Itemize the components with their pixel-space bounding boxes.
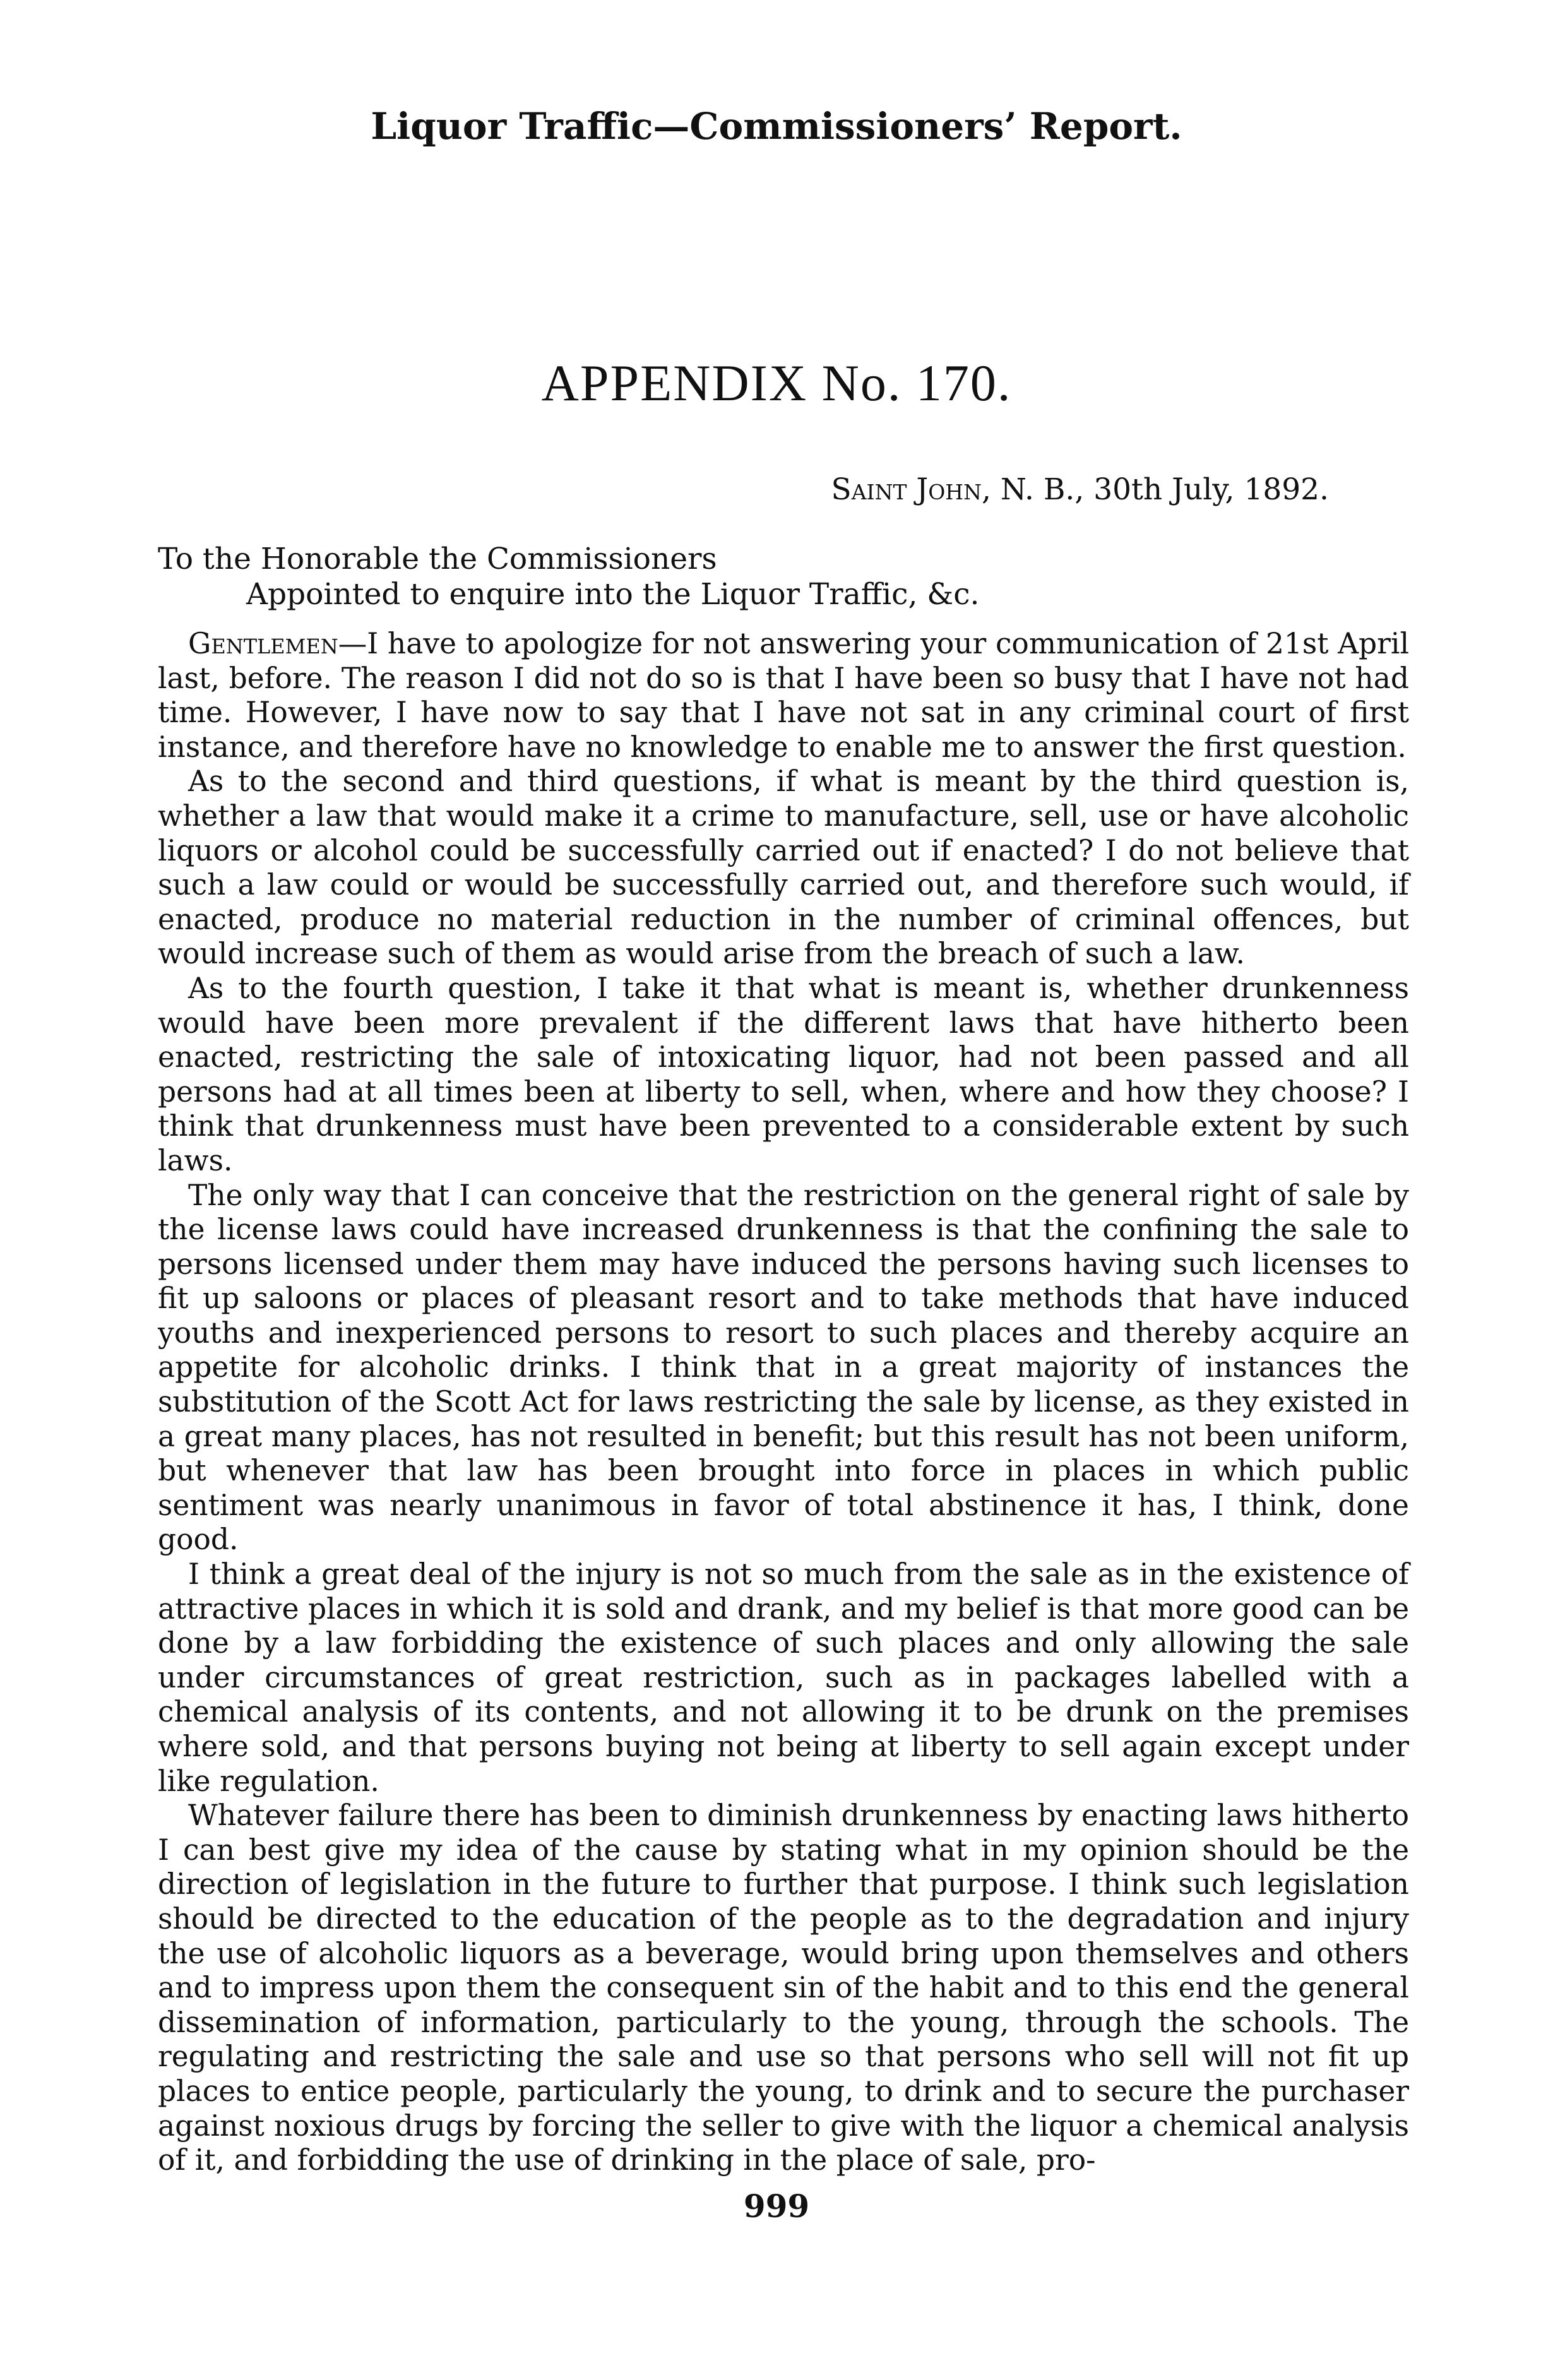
appendix-title: APPENDIX No. 170. xyxy=(541,354,1012,412)
paragraph-5: I think a great deal of the injury is not so much from the sale as in the existence of attractive places in which it is sold and drank, and my belief is that more good can be done by a law forbidding the existence of such places and only allowing the sale under circumstances of great restriction, such as in packages labelled with a chemical analysis of its contents, and not allowing it to be drunk on the premises where sold, and that persons buying not being at liberty to sell again except under like regulation. xyxy=(158,1557,1409,1798)
letter-body xyxy=(158,627,1409,2178)
running-title: Liquor Traffic—Commissioners’ Report. xyxy=(371,105,1182,148)
addressee xyxy=(158,542,979,612)
salutation: Gentlemen xyxy=(188,627,338,660)
paragraph-2: As to the second and third questions, if what is meant by the third question is, whether a law that would make it a crime to manufacture, sell, use or have alcoholic liquors or alcohol could be successfully carried out if enacted? I do not believe that such a law could or would be successfully carried out, and therefore such would, if enacted, produce no material reduction in the number of criminal offences, but would increase such of them as would arise from the breach of such a law. xyxy=(158,765,1409,971)
paragraph-4: The only way that I can conceive that the restriction on the general right of sale by the license laws could have increased drunkenness is that the confining the sale to persons licensed under them may have induced the persons having such licenses to fit up saloons or places of pleasant resort and to take methods that have induced youths and inexperienced persons to resort to such places and thereby acquire an appetite for alcoholic drinks. I think that in a great majority of instances the substitution of the Scott Act for laws restricting the sale by license, as they existed in a great many places, has not resulted in benefit; but this result has not been uniform, but whenever that law has been brought into force in places in which public sentiment was nearly unanimous in favor of total abstinence it has, I think, done good. xyxy=(158,1178,1409,1557)
page-number: 999 xyxy=(743,2187,810,2225)
paragraph-6: Whatever failure there has been to diminish drunkenness by enacting laws hitherto I can best give my idea of the cause by stating what in my opinion should be the direction of legislation in the future to further that purpose. I think such legislation should be directed to the education of the people as to the degradation and injury the use of alcoholic liquors as a beverage, would bring upon themselves and others and to impress upon them the consequent sin of the habit and to this end the general dissemination of information, particularly to the young, through the schools. The regulating and restricting the sale and use so that persons who sell will not fit up places to entice people, particularly the young, to drink and to secure the purchaser against noxious drugs by forcing the seller to give with the liquor a chemical analysis of it, and forbidding the use of drinking in the place of sale, pro- xyxy=(158,1799,1409,2177)
dateline-rest: , N. B., 30th July, 1892. xyxy=(981,472,1329,507)
dateline xyxy=(831,472,1329,507)
paragraph-3: As to the fourth question, I take it that what is meant is, whether drunkenness would have been more prevalent if the different laws that have hitherto been enacted, restricting the sale of intoxicating liquor, had not been passed and all persons had at all times been at liberty to sell, when, where and how they choose? I think that drunkenness must have been prevented to a considerable extent by such laws. xyxy=(158,971,1409,1177)
address-line-1: To the Honorable the Commissioners xyxy=(158,542,717,576)
dateline-place: Saint John xyxy=(831,472,982,507)
address-line-2: Appointed to enquire into the Liquor Traffic, &c. xyxy=(246,577,980,612)
paragraph-1-text: —I have to apologize for not answering your communication of 21st April last, before. The reason I did not do so is that I have been so busy that I have not had time. However, I have now to say that I have not sat in any criminal court of first instance, and therefore have no knowledge to enable me to answer the first question. xyxy=(158,627,1409,764)
paragraph-1 xyxy=(158,627,1409,765)
